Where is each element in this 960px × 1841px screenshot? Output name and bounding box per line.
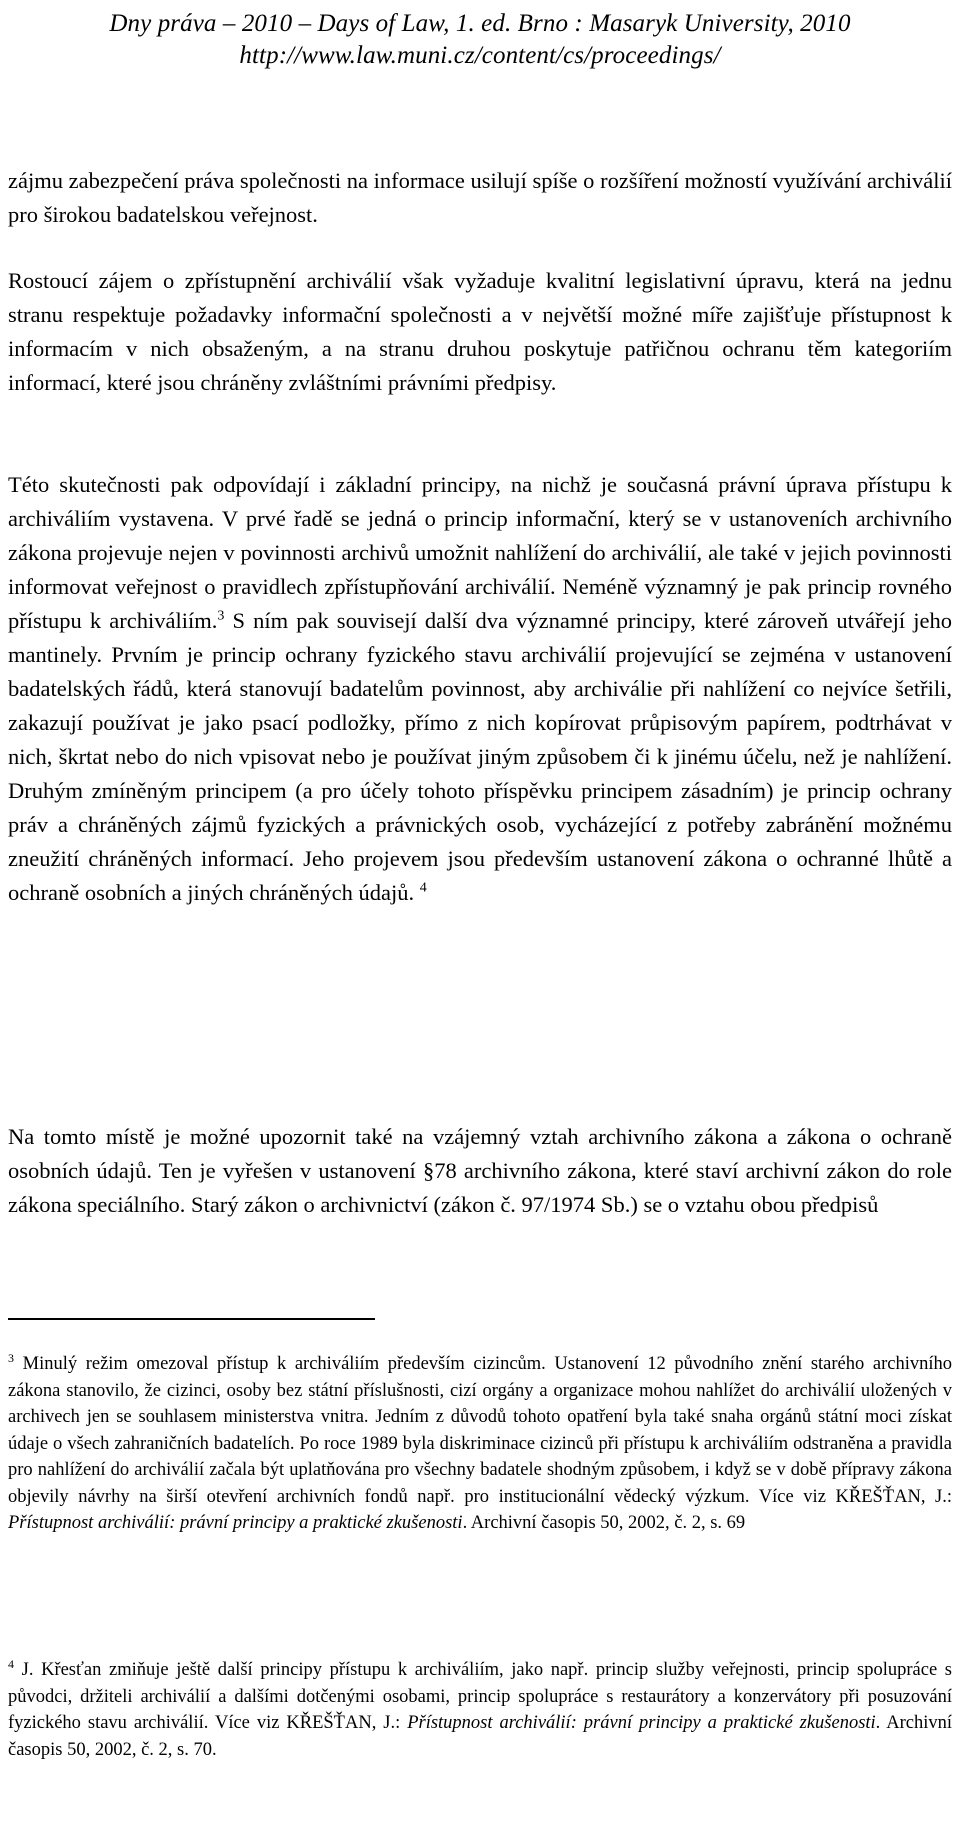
footnote-3-number: 3 xyxy=(8,1350,14,1365)
footnote-4-number: 4 xyxy=(8,1656,14,1671)
footnote-4-text: J. Křesťan zmiňuje ještě další principy přístupu k archiváliím, jako např. princip služby veřejnosti, princip spolupráce s původci, držiteli archiválií a dalšími dotčenými osobami, princip spolupráce s restaurátory a konzervátory při posuzování fyzického stavu archiválií. Více viz KŘEŠŤAN, J.: xyxy=(8,1660,952,1733)
header-url: http://www.law.muni.cz/content/cs/proceedings/ xyxy=(239,42,721,69)
footnote-3 xyxy=(8,1351,952,1537)
footnote-ref-4: 4 xyxy=(419,880,427,896)
footnote-separator xyxy=(8,1318,375,1320)
paragraph-3 xyxy=(8,468,952,910)
footnote-3-text: Minulý režim omezoval přístup k archiváliím především cizincům. Ustanovení 12 původního znění starého archivního zákona stanovilo, že cizinci, osoby bez státní příslušnosti, cizí orgány a organizace mohou nahlížet do archiválií uložených v archivech jen se souhlasem ministerstva vnitra. Jedním z důvodů tohoto opatření byla také snaha orgánů státní moci získat údaje o všech zahraničních badatelích. Po roce 1989 byla diskriminace cizinců při přístupu k archiváliím odstraněna a pravidla pro nahlížení do archiválií začala být uplatňována pro všechny badatele shodným způsobem, i když se v době přípravy zákona objevily návrhy na širší otevření archivních fondů např. pro institucionální vědecký výzkum. Více viz KŘEŠŤAN, J.: xyxy=(8,1354,952,1507)
footnote-3-tail: . Archivní časopis 50, 2002, č. 2, s. 69 xyxy=(462,1513,746,1533)
footnote-4 xyxy=(8,1657,952,1763)
paragraph-3-part-b: S ním pak souvisejí další dva významné principy, které zároveň utvářejí jeho mantinely. Prvním je princip ochrany fyzického stavu archiválií projevující se zejména v ustanovení badatelských řádů, která stanovují badatelům povinnost, aby archiválie při nahlížení co nejvíce šetřili, zakazují používat je jako psací podložky, přímo z nich kopírovat průpisovým papírem, podtrhávat v nich, škrtat nebo do nich vpisovat nebo je používat jiným způsobem či k jinému účelu, než je nahlížení. Druhým zmíněným principem (a pro účely tohoto příspěvku principem zásadním) je princip ochrany práv a chráněných zájmů fyzických a právnických osob, vycházející z potřeby zabránění možnému zneužití chráněných informací. Jeho projevem jsou především ustanovení zákona o ochranné lhůtě a ochraně osobních a jiných chráněných údajů. xyxy=(8,608,952,905)
footnote-3-title: Přístupnost archiválií: právní principy a praktické zkušenosti xyxy=(8,1513,463,1533)
footnote-4-tail: . Archivní časopis 50, 2002, č. 2, s. 70. xyxy=(8,1713,952,1760)
paragraph-3-part-a: Této skutečnosti pak odpovídají i základní principy, na nichž je současná právní úprava přístupu k archiváliím vystavena. V prvé řadě se jedná o princip informační, který se v ustanoveních archivního zákona projevuje nejen v povinnosti archivů umožnit nahlížení do archiválií, ale také v jejich povinnosti informovat veřejnost o pravidlech zpřístupňování archiválií. Neméně významný je pak princip rovného přístupu k archiváliím. xyxy=(8,472,952,633)
paragraph-4: Na tomto místě je možné upozornit také na vzájemný vztah archivního zákona a zákona o ochraně osobních údajů. Ten je vyřešen v ustanovení §78 archivního zákona, které staví archivní zákon do role zákona speciálního. Starý zákon o archivnictví (zákon č. 97/1974 Sb.) se o vztahu obou předpisů xyxy=(8,1124,952,1217)
footnote-4-title: Přístupnost archiválií: právní principy a praktické zkušenosti xyxy=(407,1713,876,1733)
paragraph-2: Rostoucí zájem o zpřístupnění archiválií však vyžaduje kvalitní legislativní úpravu, která na jednu stranu respektuje požadavky informační společnosti a v největší možné míře zajišťuje přístupnost k informacím v nich obsaženým, a na stranu druhou poskytuje patřičnou ochranu těm kategoriím informací, které jsou chráněny zvláštními právními předpisy. xyxy=(8,268,952,395)
header-title: Dny práva – 2010 – Days of Law, 1. ed. Brno : Masaryk University, 2010 xyxy=(109,10,851,37)
footnote-ref-3: 3 xyxy=(217,608,225,624)
page-header xyxy=(0,8,960,72)
paragraph-1: zájmu zabezpečení práva společnosti na informace usilují spíše o rozšíření možností využívání archiválií pro širokou badatelskou veřejnost. xyxy=(8,168,952,227)
